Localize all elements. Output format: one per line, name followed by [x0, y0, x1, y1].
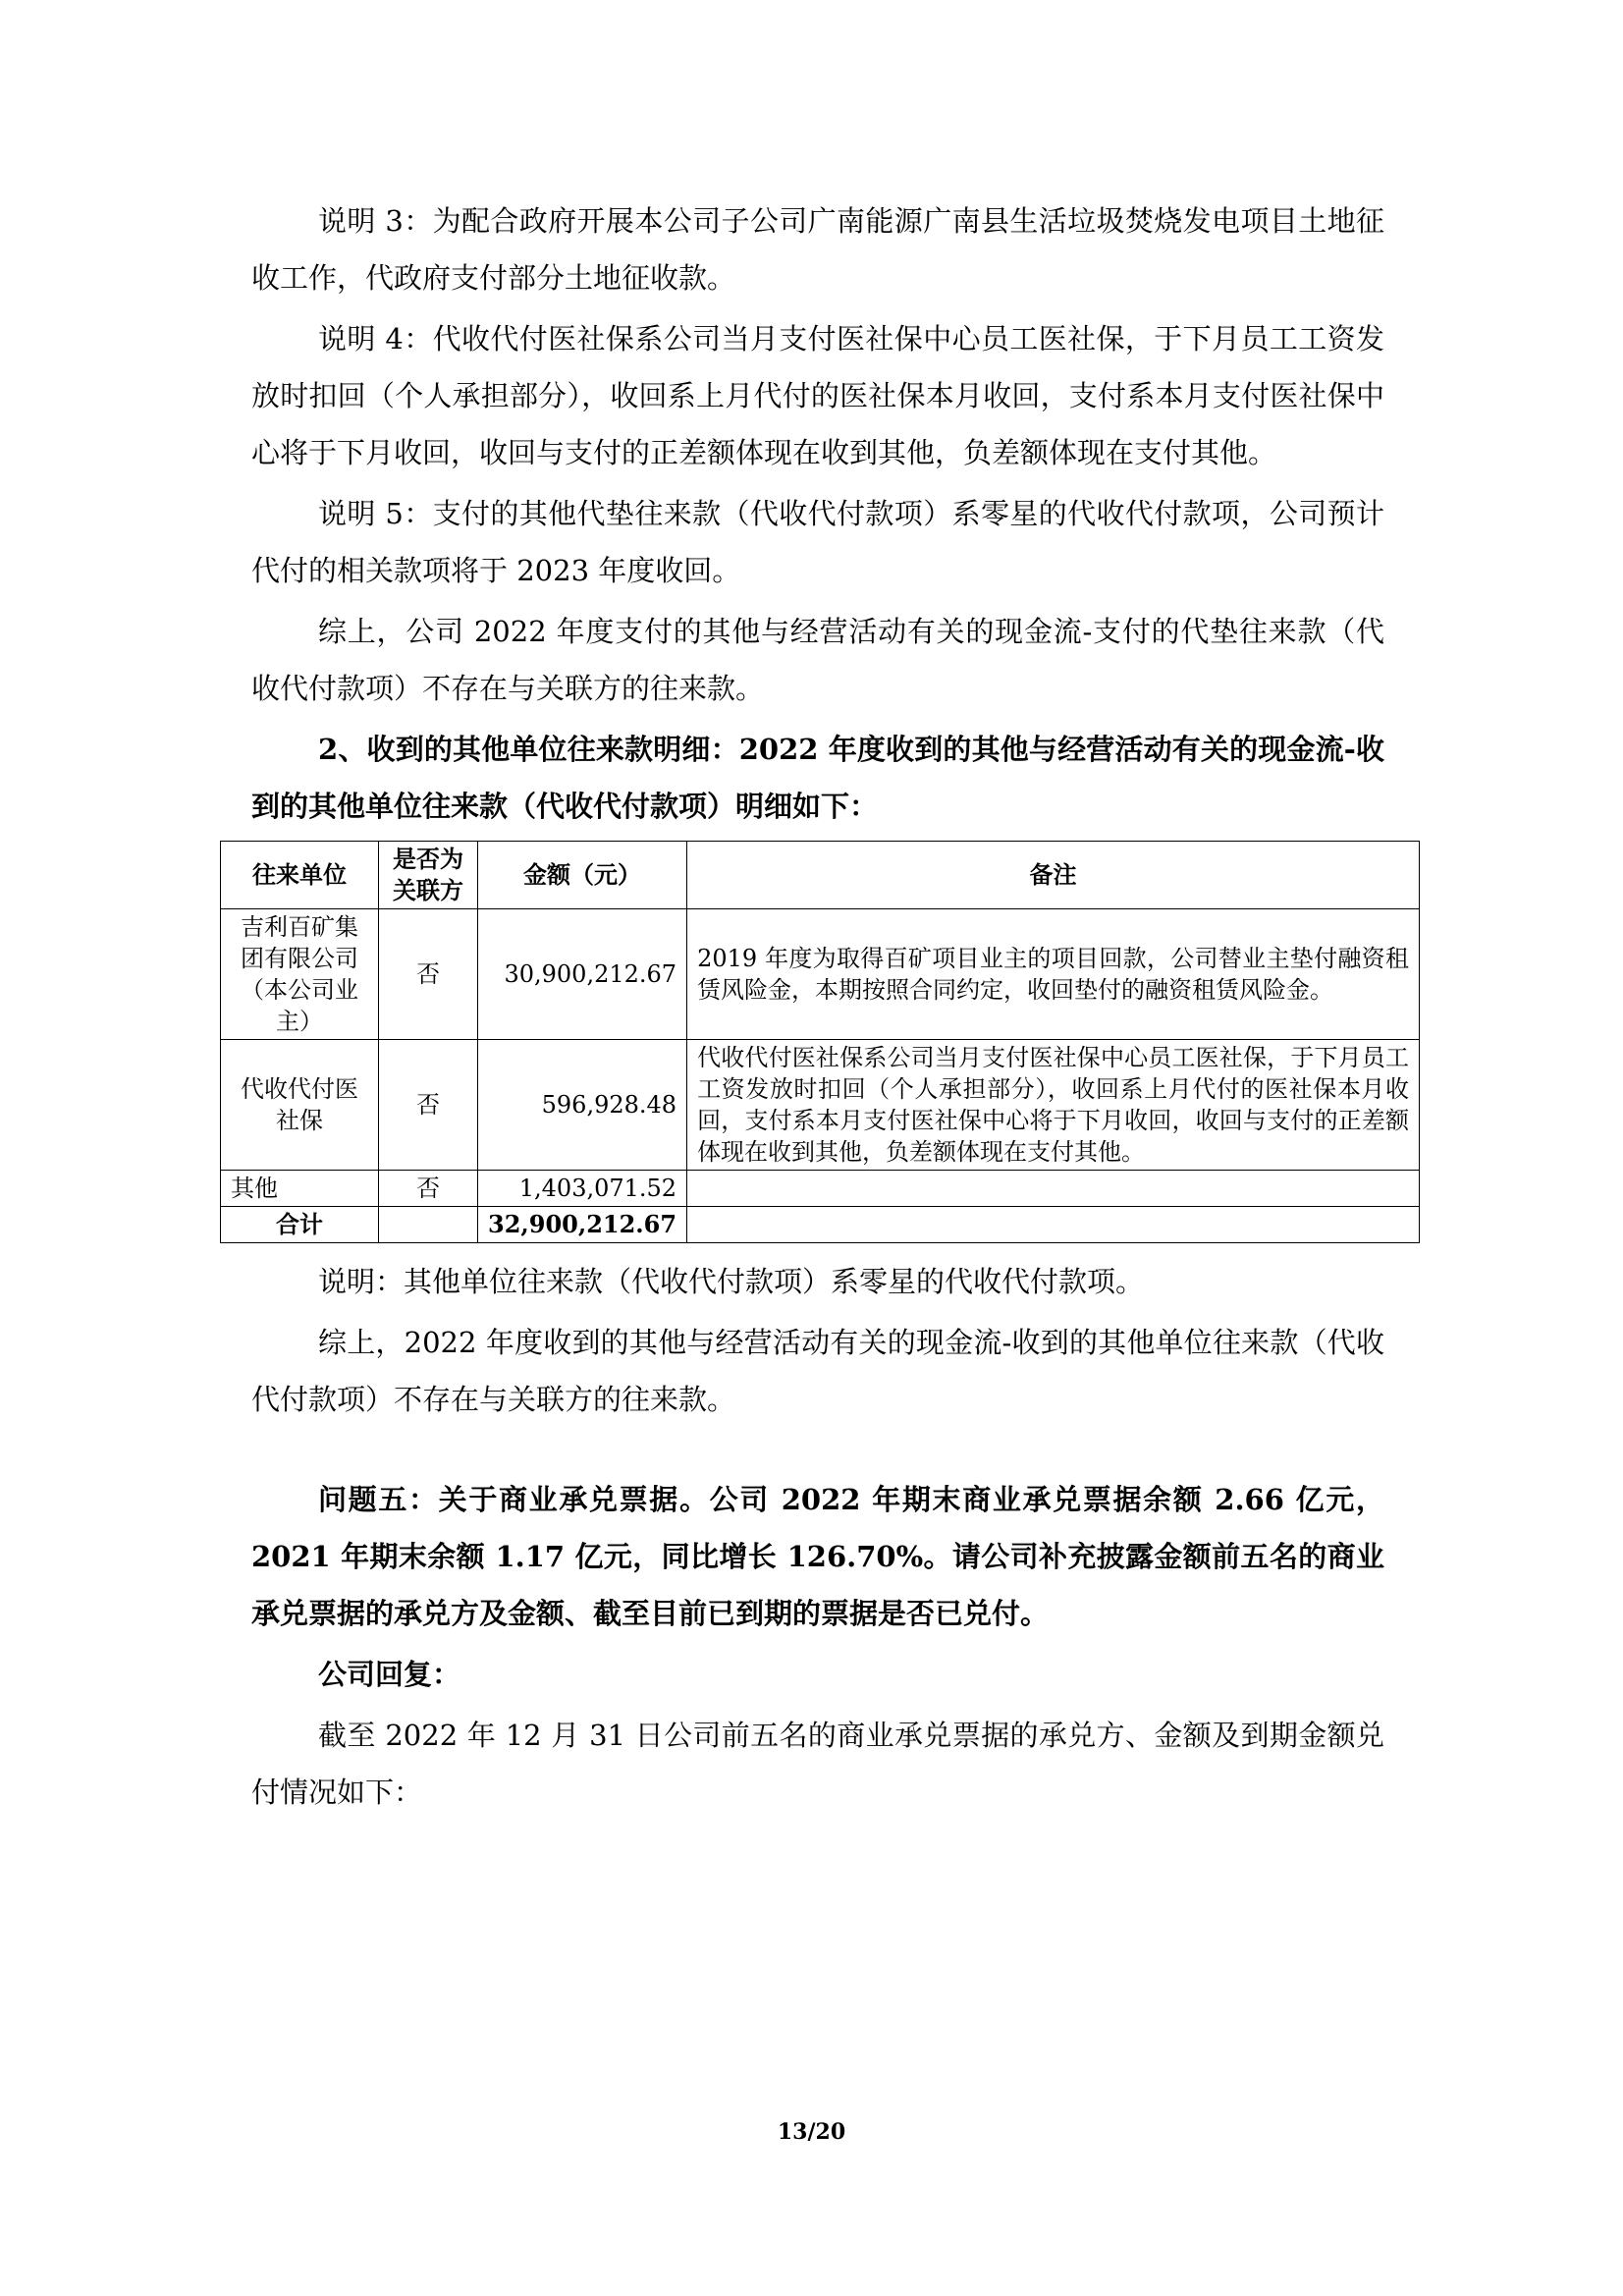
table-row	[221, 1171, 1420, 1207]
total-note-empty	[687, 1207, 1420, 1243]
table-row	[221, 909, 1420, 1040]
note-3-paragraph: 说明 3：为配合政府开展本公司子公司广南能源广南县生活垃圾焚烧发电项目土地征收工作，代政府支付部分土地征收款。	[251, 204, 1384, 295]
reply-label: 公司回复：	[318, 1658, 461, 1691]
header-unit: 往来单位	[221, 842, 379, 909]
header-related-party: 是否为关联方	[379, 842, 478, 909]
cell-amount: 1,403,071.52	[478, 1171, 687, 1207]
table-row	[221, 1040, 1420, 1171]
receivables-detail-table	[220, 841, 1420, 1243]
note-5-paragraph: 说明 5：支付的其他代垫往来款（代收代付款项）系零星的代收代付款项，公司预计代付的相关款项将于 2023 年度收回。	[251, 497, 1384, 587]
reply-text: 截至 2022 年 12 月 31 日公司前五名的商业承兑票据的承兑方、金额及到期金额兑付情况如下：	[251, 1719, 1384, 1809]
note-4-paragraph: 说明 4：代收代付医社保系公司当月支付医社保中心员工医社保，于下月员工工资发放时扣回（个人承担部分），收回系上月代付的医社保本月收回，支付系本月支付医社保中心将于下月收回，收回与支付的正差额体现在收到其他，负差额体现在支付其他。	[251, 322, 1384, 469]
cell-unit: 其他	[221, 1171, 379, 1207]
header-amount: 金额（元）	[478, 842, 687, 909]
cell-unit: 吉利百矿集团有限公司（本公司业主）	[221, 909, 379, 1040]
summary-paragraph-1: 综上，公司 2022 年度支付的其他与经营活动有关的现金流-支付的代垫往来款（代收代付款项）不存在与关联方的往来款。	[251, 615, 1384, 705]
cell-related-party: 否	[379, 1040, 478, 1171]
question-5-paragraph: 问题五：关于商业承兑票据。公司 2022 年期末商业承兑票据余额 2.66 亿元，2021 年期末余额 1.17 亿元，同比增长 126.70%。请公司补充披露金额前五名的商业承兑票据的承兑方及金额、截至目前已到期的票据是否已兑付。	[251, 1483, 1384, 1630]
cell-unit: 代收代付医社保	[221, 1040, 379, 1171]
header-note: 备注	[687, 842, 1420, 909]
total-label: 合计	[221, 1207, 379, 1243]
cell-related-party: 否	[379, 1171, 478, 1207]
cell-note: 2019 年度为取得百矿项目业主的项目回款，公司替业主垫付融资租赁风险金，本期按照合同约定，收回垫付的融资租赁风险金。	[687, 909, 1420, 1040]
section-2-heading: 2、收到的其他单位往来款明细：2022 年度收到的其他与经营活动有关的现金流-收到的其他单位往来款（代收代付款项）明细如下：	[251, 733, 1384, 823]
cell-amount: 30,900,212.67	[478, 909, 687, 1040]
cell-note	[687, 1171, 1420, 1207]
total-related-empty	[379, 1207, 478, 1243]
table-total-row	[221, 1207, 1420, 1243]
page-number: 13/20	[777, 2119, 846, 2145]
cell-amount: 596,928.48	[478, 1040, 687, 1171]
cell-related-party: 否	[379, 909, 478, 1040]
summary-paragraph-2: 综上，2022 年度收到的其他与经营活动有关的现金流-收到的其他单位往来款（代收代付款项）不存在与关联方的往来款。	[251, 1326, 1384, 1416]
table-explanation-paragraph: 说明：其他单位往来款（代收代付款项）系零星的代收代付款项。	[318, 1265, 1145, 1298]
document-body	[231, 192, 1409, 1821]
table-header-row	[221, 842, 1420, 909]
cell-note: 代收代付医社保系公司当月支付医社保中心员工医社保，于下月员工工资发放时扣回（个人承担部分），收回系上月代付的医社保本月收回，支付系本月支付医社保中心将于下月收回，收回与支付的正差额体现在收到其他，负差额体现在支付其他。	[687, 1040, 1420, 1171]
total-amount: 32,900,212.67	[478, 1207, 687, 1243]
